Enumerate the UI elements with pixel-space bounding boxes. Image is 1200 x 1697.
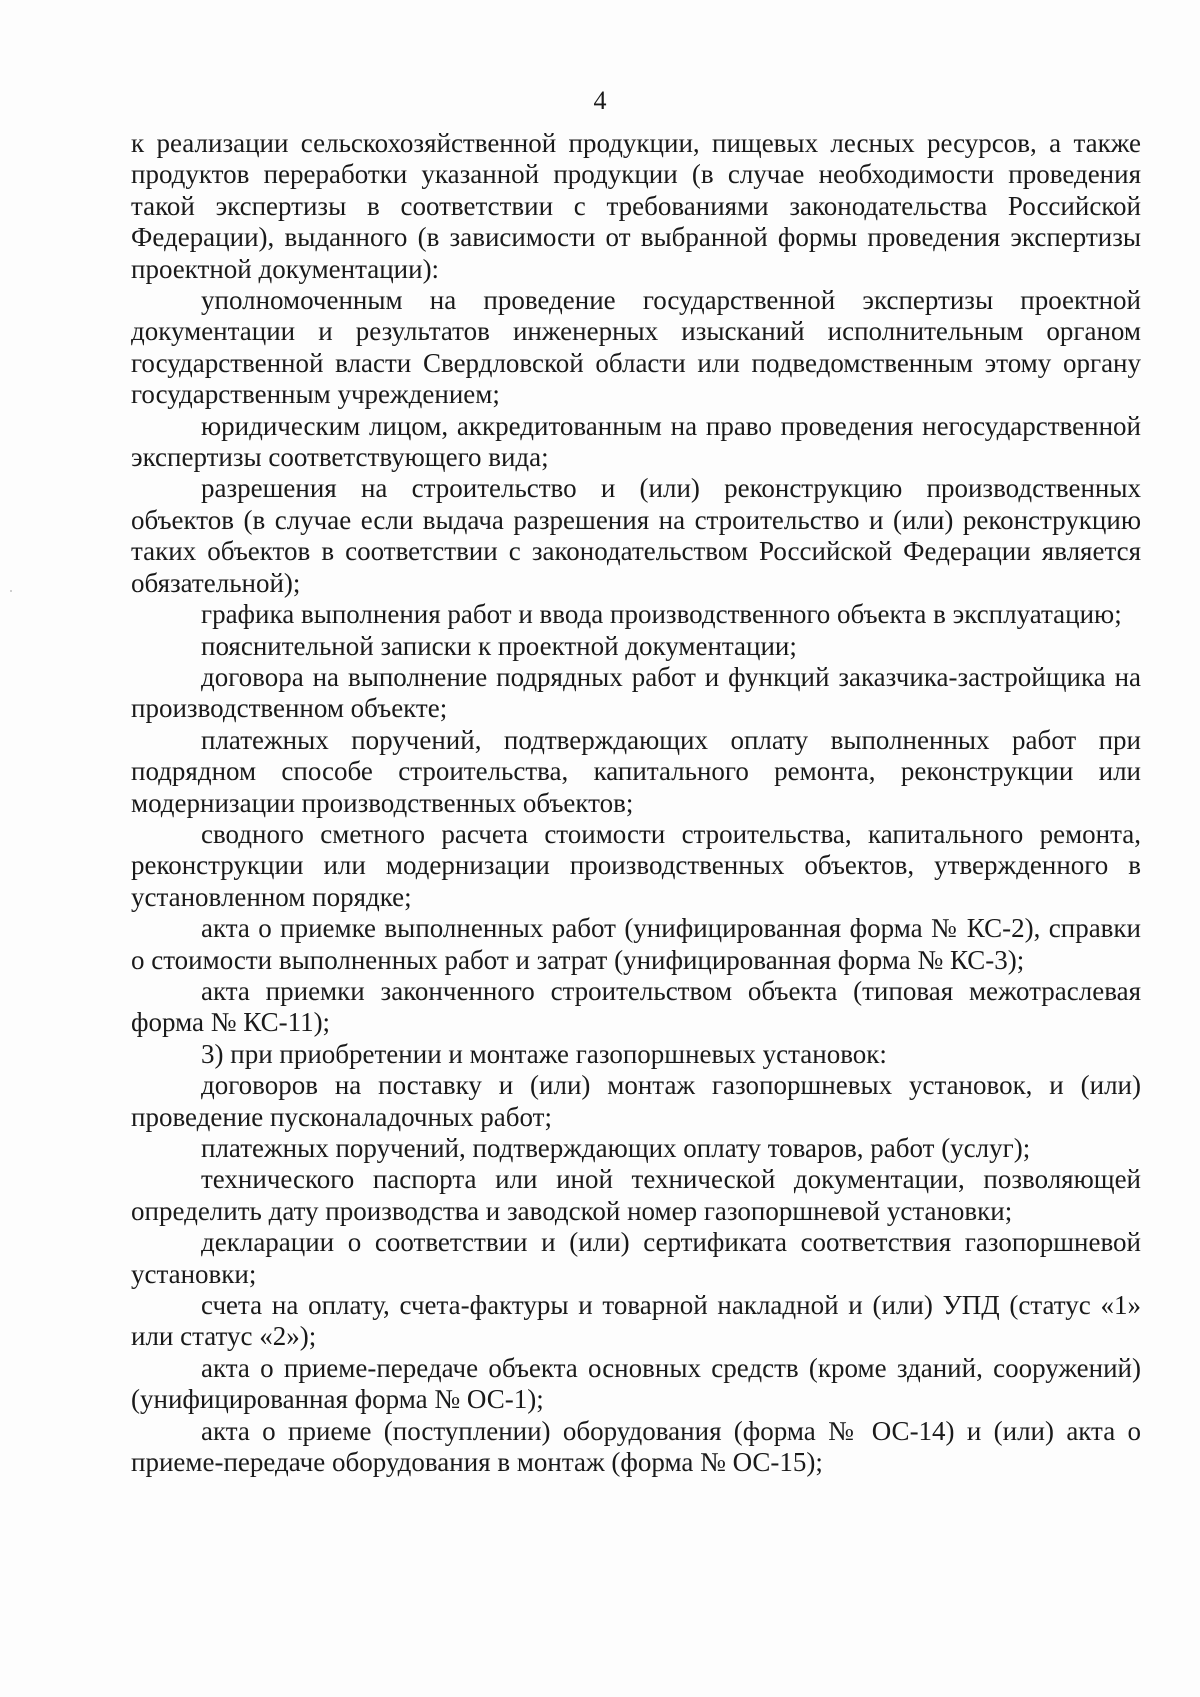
paragraph: акта о приемке выполненных работ (унифицированная форма № КС-2), справки о стоимости выполненных работ и затрат (унифицированная форма № КС-3); [131,913,1141,975]
paragraph: акта о приеме (поступлении) оборудования (форма № ОС-14) и (или) акта о приеме-передаче оборудования в монтаж (форма № ОС-15); [131,1415,1141,1478]
section-heading-item-3: 3) при приобретении и монтаже газопоршневых установок: [201,1038,887,1069]
paragraph: графика выполнения работ и ввода производственного объекта в эксплуатацию; [201,599,1122,630]
scan-artifact [10,590,12,592]
paragraph: платежных поручений, подтверждающих оплату выполненных работ при подрядном способе строительства, капитального ремонта, реконструкции или модернизации производственных объектов; [131,724,1141,818]
paragraph: договоров на поставку и (или) монтаж газопоршневых установок, и (или) проведение пусконаладочных работ; [131,1070,1141,1132]
paragraph: счета на оплату, счета-фактуры и товарной накладной и (или) УПД (статус «1» или статус «2»); [131,1290,1141,1352]
paragraph: технического паспорта или иной технической документации, позволяющей определить дату производства и заводской номер газопоршневой установки; [131,1164,1141,1226]
paragraph: акта о приеме-передаче объекта основных средств (кроме зданий, сооружений) (унифицированная форма № ОС-1); [131,1352,1141,1415]
paragraph: декларации о соответствии и (или) сертификата соответствия газопоршневой установки; [131,1227,1141,1289]
document-body [131,128,1141,1478]
paragraph: пояснительной записки к проектной документации; [201,630,797,661]
paragraph: договора на выполнение подрядных работ и функций заказчика-застройщика на производственном объекте; [131,661,1141,724]
page-number: 4 [593,86,607,115]
paragraph: сводного сметного расчета стоимости строительства, капитального ремонта, реконструкции или модернизации производственных объектов, утвержденного в установленном порядке; [131,818,1141,912]
paragraph: разрешения на строительство и (или) реконструкцию производственных объектов (в случае если выдача разрешения на строительство и (или) реконструкцию таких объектов в соответствии с законодательством Российской Федерации является обязательной); [131,473,1141,598]
paragraph: уполномоченным на проведение государственной экспертизы проектной документации и результатов инженерных изысканий исполнительным органом государственной власти Свердловской области или подведомственным этому органу государственным учреждением; [131,285,1141,410]
paragraph: платежных поручений, подтверждающих оплату товаров, работ (услуг); [201,1133,1031,1163]
paragraph: юридическим лицом, аккредитованным на право проведения негосударственной экспертизы соответствующего вида; [131,410,1141,473]
paragraph-continuation: к реализации сельскохозяйственной продукции, пищевых лесных ресурсов, а также продуктов переработки указанной продукции (в случае необходимости проведения такой экспертизы в соответствии с требованиями законодательства Российской Федерации), выданного (в зависимости от выбранной формы проведения экспертизы проектной документации): [131,128,1141,284]
paragraph: акта приемки законченного строительством объекта (типовая межотраслевая форма № КС-11); [131,975,1141,1038]
